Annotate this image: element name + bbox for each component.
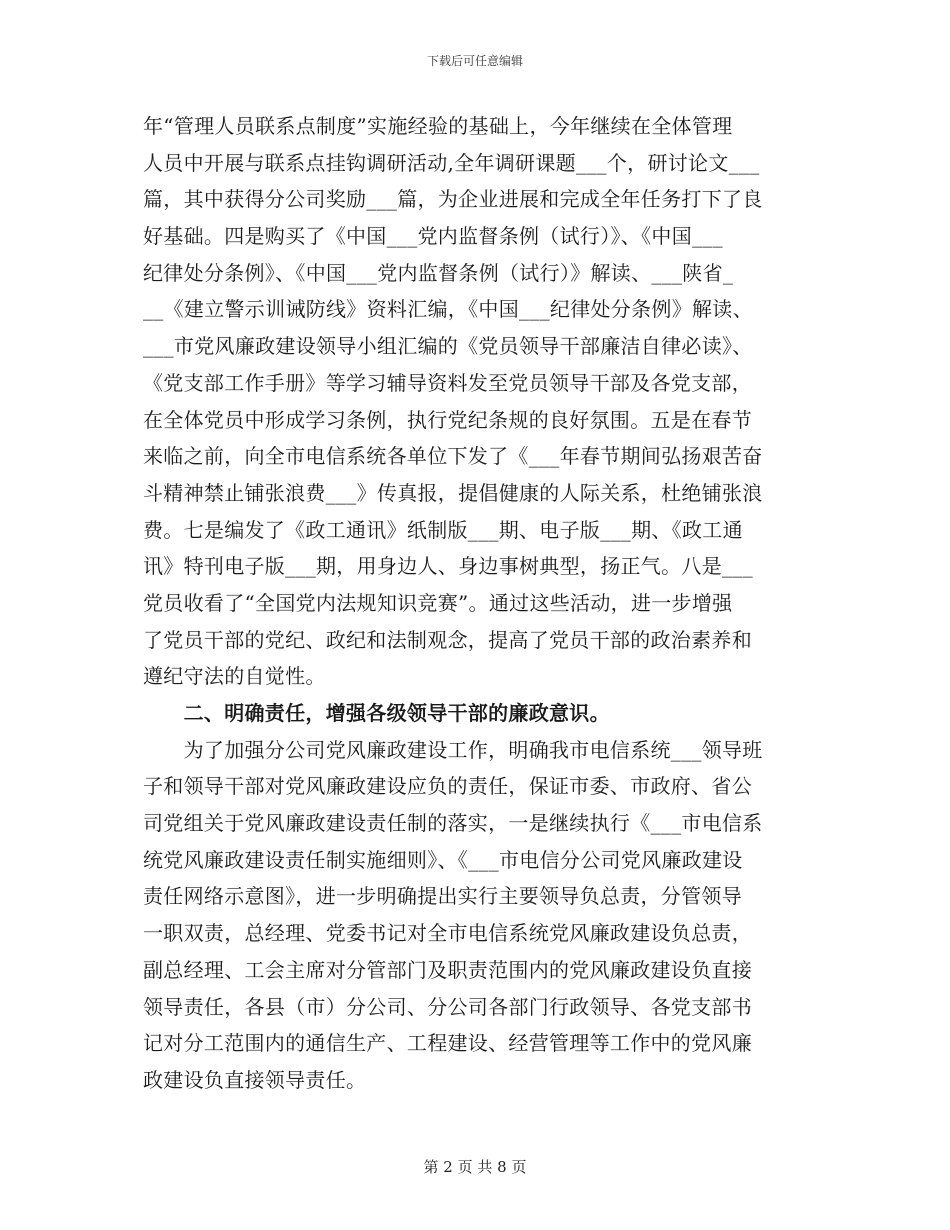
body-line: 篇，其中获得分公司奖励___篇，为企业进展和完成全年任务打下了良 [143,187,763,212]
body-line: 来临之前，向全市电信系统各单位下发了《___年春节期间弘扬艰苦奋 [143,444,763,469]
body-line: 党员收看了“全国党内法规知识竞赛”。通过这些活动，进一步增强 [143,590,733,615]
body-line: 费。七是编发了《政工通讯》纸制版___期、电子版___期、《政工通 [143,517,743,542]
section-line: 记对分工范围内的通信生产、工程建设、经营管理等工作中的党风廉 [143,1031,752,1056]
body-line: 斗精神禁止铺张浪费___》传真报，提倡健康的人际关系，杜绝铺张浪 [143,480,763,505]
section-line: 领导责任，各县（市）分公司、分公司各部门行政领导、各党支部书 [143,994,752,1019]
body-line: 人员中开展与联系点挂钩调研活动,全年调研课题___个，研讨论文___ [143,150,760,175]
section-line: 统党风廉政建设责任制实施细则》、《___市电信分公司党风廉政建设 [143,847,743,872]
page-header-note: 下载后可任意编辑 [426,54,523,68]
body-line: 好基础。四是购买了《中国___党内监督条例（试行）》、《中国___ [143,224,723,249]
section-line: 政建设负直接领导责任。 [143,1067,367,1092]
body-line: 讯》特刊电子版___期，用身边人、身边事树典型，扬正气。八是___ [143,554,753,579]
section-heading: 二、明确责任，增强各级领导干部的廉政意识。 [143,701,610,725]
page-number: 第 2 页 共 8 页 [423,1158,527,1176]
body-line: 遵纪守法的自觉性。 [143,664,326,689]
document-body [143,108,805,1099]
body-line: 《党支部工作手册》等学习辅导资料发至党员领导干部及各党支部， [143,370,752,395]
section-line: 一职双责，总经理、党委书记对全市电信系统党风廉政建设负总责， [143,921,752,946]
body-line: ___市党风廉政建设领导小组汇编的《党员领导干部廉洁自律必读》、 [143,334,753,359]
body-line: 年“管理人员联系点制度”实施经验的基础上，今年继续在全体管理 [143,114,733,138]
section-line: 为了加强分公司党风廉政建设工作，明确我市电信系统___领导班 [143,737,763,762]
section-line: 副总经理、工会主席对分管部门及职责范围内的党风廉政建设负直接 [143,957,752,982]
section-line: 责任网络示意图》，进一步明确提出实行主要领导负总责，分管领导 [143,884,742,909]
body-line: 在全体党员中形成学习条例，执行党纪条规的良好氛围。五是在春节 [143,407,752,432]
section-line: 子和领导干部对党风廉政建设应负的责任，保证市委、市政府、省公 [143,774,752,799]
body-line: 纪律处分条例》、《中国___党内监督条例（试行）》解读、___陕省_ [143,260,734,285]
section-line: 司党组关于党风廉政建设责任制的落实，一是继续执行《___市电信系 [143,811,763,836]
body-line: __《建立警示训诫防线》资料汇编，《中国___纪律处分条例》解读、 [143,297,753,322]
body-line: 了党员干部的党纪、政纪和法制观念，提高了党员干部的政治素养和 [143,627,752,652]
